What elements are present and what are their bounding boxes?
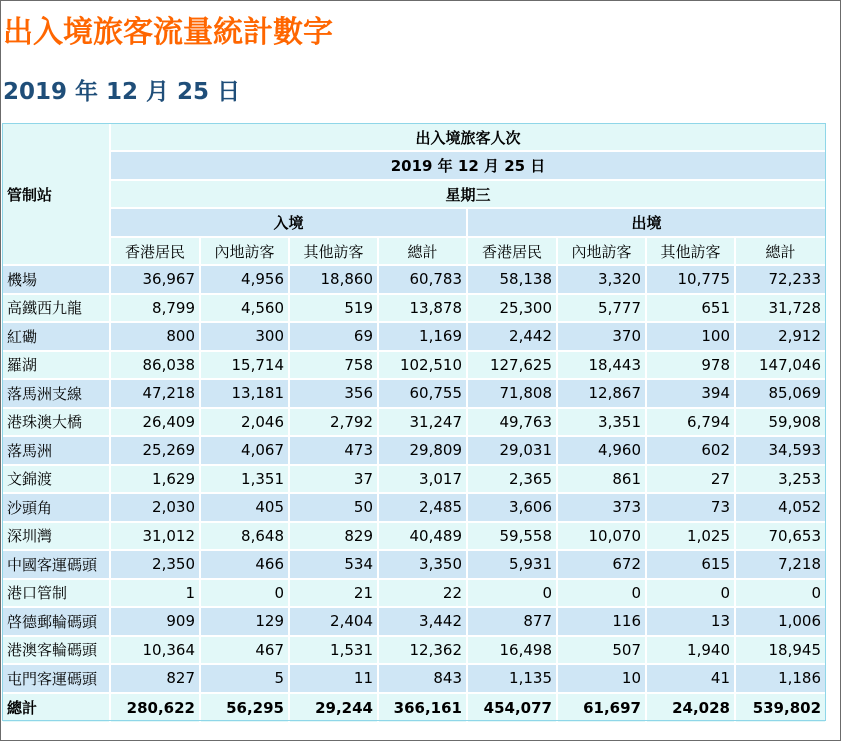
column-header: 香港居民: [467, 237, 557, 265]
table-cell: 0: [557, 579, 646, 608]
table-cell: 827: [110, 664, 200, 693]
group-header: 出入境旅客人次: [110, 123, 826, 151]
table-cell: 18,860: [289, 265, 378, 294]
table-cell: 1,169: [378, 322, 467, 351]
table-cell: 829: [289, 522, 378, 551]
table-cell: 127,625: [467, 351, 557, 380]
table-cell: 8,648: [200, 522, 289, 551]
station-name: 深圳灣: [2, 522, 110, 551]
table-row: [2, 664, 826, 693]
table-cell: 507: [557, 636, 646, 665]
table-cell: 473: [289, 436, 378, 465]
table-cell: 1,186: [735, 664, 826, 693]
table-cell: 1,351: [200, 465, 289, 494]
table-cell: 466: [200, 550, 289, 579]
table-cell: 3,320: [557, 265, 646, 294]
table-cell: 2,792: [289, 408, 378, 437]
table-cell: 909: [110, 607, 200, 636]
table-cell: 70,653: [735, 522, 826, 551]
table-cell: 615: [646, 550, 735, 579]
table-cell: 373: [557, 493, 646, 522]
table-cell: 40,489: [378, 522, 467, 551]
table-cell: 37: [289, 465, 378, 494]
table-cell: 2,912: [735, 322, 826, 351]
weekday-header: 星期三: [110, 180, 826, 208]
table-cell: 10,364: [110, 636, 200, 665]
table-row: [2, 465, 826, 494]
table-cell: 2,350: [110, 550, 200, 579]
table-cell: 22: [378, 579, 467, 608]
table-row: [2, 294, 826, 323]
column-header: 總計: [735, 237, 826, 265]
table-cell: 59,908: [735, 408, 826, 437]
table-cell: 7,218: [735, 550, 826, 579]
station-name: 中國客運碼頭: [2, 550, 110, 579]
table-cell: 36,967: [110, 265, 200, 294]
table-cell: 73: [646, 493, 735, 522]
total-cell: 366,161: [378, 693, 467, 723]
station-name: 落馬洲支線: [2, 379, 110, 408]
page-title: 出入境旅客流量統計數字: [3, 15, 333, 50]
report-date: 2019 年 12 月 25 日: [3, 79, 241, 105]
station-name: 港珠澳大橋: [2, 408, 110, 437]
table-cell: 651: [646, 294, 735, 323]
column-header: 其他訪客: [289, 237, 378, 265]
table-cell: 10: [557, 664, 646, 693]
table-cell: 5: [200, 664, 289, 693]
total-label: 總計: [2, 693, 110, 723]
station-name: 高鐵西九龍: [2, 294, 110, 323]
total-cell: 454,077: [467, 693, 557, 723]
table-cell: 59,558: [467, 522, 557, 551]
table-cell: 100: [646, 322, 735, 351]
column-header: 內地訪客: [557, 237, 646, 265]
table-row: [2, 351, 826, 380]
table-cell: 800: [110, 322, 200, 351]
table-cell: 60,755: [378, 379, 467, 408]
table-cell: 861: [557, 465, 646, 494]
column-header: 其他訪客: [646, 237, 735, 265]
table-cell: 15,714: [200, 351, 289, 380]
arrival-header: 入境: [110, 208, 467, 237]
station-name: 港澳客輪碼頭: [2, 636, 110, 665]
table-cell: 2,404: [289, 607, 378, 636]
table-cell: 69: [289, 322, 378, 351]
table-cell: 672: [557, 550, 646, 579]
table-cell: 13: [646, 607, 735, 636]
table-cell: 394: [646, 379, 735, 408]
table-cell: 3,253: [735, 465, 826, 494]
table-cell: 47,218: [110, 379, 200, 408]
table-cell: 3,442: [378, 607, 467, 636]
table-cell: 2,046: [200, 408, 289, 437]
table-cell: 1,940: [646, 636, 735, 665]
table-cell: 1: [110, 579, 200, 608]
table-cell: 116: [557, 607, 646, 636]
table-row: [2, 522, 826, 551]
station-column-header: 管制站: [2, 123, 110, 265]
table-cell: 5,777: [557, 294, 646, 323]
table-cell: 5,931: [467, 550, 557, 579]
table-cell: 4,052: [735, 493, 826, 522]
table-cell: 843: [378, 664, 467, 693]
table-cell: 29,809: [378, 436, 467, 465]
table-cell: 8,799: [110, 294, 200, 323]
table-row: [2, 493, 826, 522]
table-cell: 3,350: [378, 550, 467, 579]
column-header: 總計: [378, 237, 467, 265]
table-cell: 0: [646, 579, 735, 608]
table-cell: 25,300: [467, 294, 557, 323]
table-cell: 21: [289, 579, 378, 608]
table-cell: 31,728: [735, 294, 826, 323]
table-cell: 12,867: [557, 379, 646, 408]
table-cell: 129: [200, 607, 289, 636]
table-cell: 86,038: [110, 351, 200, 380]
table-cell: 0: [200, 579, 289, 608]
table-row: [2, 550, 826, 579]
table-cell: 405: [200, 493, 289, 522]
table-cell: 1,531: [289, 636, 378, 665]
table-row: [2, 436, 826, 465]
table-cell: 602: [646, 436, 735, 465]
total-cell: 56,295: [200, 693, 289, 723]
table-cell: 16,498: [467, 636, 557, 665]
total-cell: 24,028: [646, 693, 735, 723]
table-cell: 4,067: [200, 436, 289, 465]
table-cell: 1,135: [467, 664, 557, 693]
table-cell: 31,247: [378, 408, 467, 437]
station-name: 羅湖: [2, 351, 110, 380]
table-cell: 6,794: [646, 408, 735, 437]
total-cell: 29,244: [289, 693, 378, 723]
table-cell: 3,606: [467, 493, 557, 522]
table-cell: 13,181: [200, 379, 289, 408]
table-cell: 4,956: [200, 265, 289, 294]
table-cell: 3,351: [557, 408, 646, 437]
station-name: 港口管制: [2, 579, 110, 608]
table-cell: 58,138: [467, 265, 557, 294]
table-cell: 0: [467, 579, 557, 608]
table-cell: 877: [467, 607, 557, 636]
table-cell: 41: [646, 664, 735, 693]
station-name: 屯門客運碼頭: [2, 664, 110, 693]
table-cell: 1,025: [646, 522, 735, 551]
table-cell: 72,233: [735, 265, 826, 294]
table-cell: 18,945: [735, 636, 826, 665]
table-cell: 3,017: [378, 465, 467, 494]
table-cell: 978: [646, 351, 735, 380]
table-cell: 2,485: [378, 493, 467, 522]
column-header: 內地訪客: [200, 237, 289, 265]
table-row: [2, 408, 826, 437]
table-cell: 11: [289, 664, 378, 693]
table-cell: 85,069: [735, 379, 826, 408]
table-row: [2, 322, 826, 351]
station-name: 機場: [2, 265, 110, 294]
total-row: [2, 693, 826, 723]
station-name: 落馬洲: [2, 436, 110, 465]
column-header: 香港居民: [110, 237, 200, 265]
table-cell: 519: [289, 294, 378, 323]
departure-header: 出境: [467, 208, 826, 237]
passenger-traffic-table: [2, 123, 826, 723]
table-cell: 13,878: [378, 294, 467, 323]
table-row: [2, 636, 826, 665]
table-cell: 356: [289, 379, 378, 408]
table-cell: 26,409: [110, 408, 200, 437]
total-cell: 539,802: [735, 693, 826, 723]
table-row: [2, 607, 826, 636]
date-header: 2019 年 12 月 25 日: [110, 151, 826, 180]
table-cell: 534: [289, 550, 378, 579]
table-row: [2, 579, 826, 608]
table-cell: 300: [200, 322, 289, 351]
table-cell: 1,629: [110, 465, 200, 494]
table-cell: 467: [200, 636, 289, 665]
table-cell: 370: [557, 322, 646, 351]
table-cell: 1,006: [735, 607, 826, 636]
table-cell: 2,030: [110, 493, 200, 522]
table-cell: 31,012: [110, 522, 200, 551]
table-cell: 49,763: [467, 408, 557, 437]
table-cell: 71,808: [467, 379, 557, 408]
table-row: [2, 265, 826, 294]
station-name: 沙頭角: [2, 493, 110, 522]
table-cell: 12,362: [378, 636, 467, 665]
total-cell: 280,622: [110, 693, 200, 723]
table-cell: 60,783: [378, 265, 467, 294]
table-cell: 27: [646, 465, 735, 494]
table-cell: 10,070: [557, 522, 646, 551]
table-cell: 50: [289, 493, 378, 522]
table-cell: 758: [289, 351, 378, 380]
station-name: 文錦渡: [2, 465, 110, 494]
table-cell: 29,031: [467, 436, 557, 465]
table-row: [2, 379, 826, 408]
table-cell: 18,443: [557, 351, 646, 380]
table-cell: 34,593: [735, 436, 826, 465]
table-cell: 25,269: [110, 436, 200, 465]
total-cell: 61,697: [557, 693, 646, 723]
table-cell: 2,365: [467, 465, 557, 494]
table-cell: 4,560: [200, 294, 289, 323]
table-cell: 102,510: [378, 351, 467, 380]
station-name: 紅磡: [2, 322, 110, 351]
table-cell: 147,046: [735, 351, 826, 380]
table-cell: 10,775: [646, 265, 735, 294]
station-name: 啓德郵輪碼頭: [2, 607, 110, 636]
table-cell: 2,442: [467, 322, 557, 351]
table-cell: 0: [735, 579, 826, 608]
table-cell: 4,960: [557, 436, 646, 465]
